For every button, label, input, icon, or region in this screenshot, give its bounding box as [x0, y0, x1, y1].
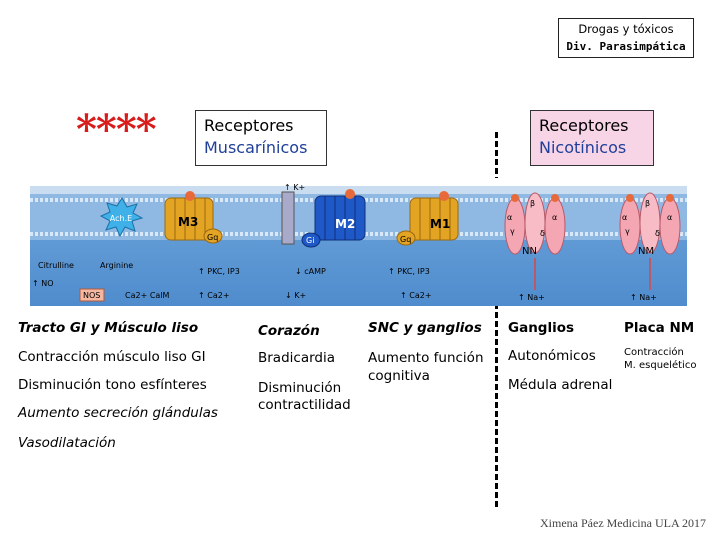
- nm-label: NM: [638, 246, 655, 257]
- membrane-outer: [30, 186, 687, 194]
- col1-item-3: Aumento secreción glándulas: [18, 405, 218, 421]
- ache-label: Ach.E: [109, 214, 133, 223]
- camp-label: ↓ cAMP: [295, 267, 326, 276]
- muscarinic-line2: Muscarínicos: [204, 138, 308, 157]
- gq1-label: Gq: [207, 233, 219, 242]
- header-line2: Div. Parasimpática: [566, 40, 686, 53]
- na1-label: ↑ Na+: [518, 293, 545, 302]
- col1-item-2: Disminución tono esfínteres: [18, 377, 207, 393]
- muscarinic-line1: Receptores: [204, 116, 294, 135]
- nicotinic-line1: Receptores: [539, 116, 629, 135]
- nn-sub-gamma: γ: [510, 227, 515, 236]
- nm-sub-alpha2: α: [667, 213, 673, 222]
- muscarinic-title: [195, 110, 327, 166]
- col3-item-2: cognitiva: [368, 368, 430, 384]
- header-line1: Drogas y tóxicos: [578, 22, 674, 36]
- credit-text: Ximena Páez Medicina ULA 2017: [540, 516, 706, 530]
- col2-item-1: Bradicardia: [258, 350, 336, 366]
- gq2-label: Gq: [400, 235, 412, 244]
- m1-label: M1: [430, 217, 451, 231]
- nos-label: NOS: [83, 291, 101, 300]
- col2-item-3: contractilidad: [258, 397, 351, 413]
- k-out-label: ↓ K+: [285, 291, 307, 300]
- citrulline-label: Citrulline: [38, 261, 74, 270]
- nm-sub-beta: β: [645, 199, 651, 208]
- col1-item-4: Vasodilatación: [18, 435, 116, 451]
- col2-head: Corazón: [258, 323, 320, 339]
- gi-label: Gi: [306, 236, 315, 245]
- col1-head: Tracto GI y Músculo liso: [18, 320, 199, 336]
- k-in-label: ↑ K+: [284, 183, 306, 192]
- cacalm-label: Ca2+ CalM: [125, 291, 170, 300]
- pkc1-label: ↑ PKC, IP3: [198, 267, 240, 276]
- nn-sub-alpha2: α: [552, 213, 558, 222]
- nm-sub-delta: δ: [655, 229, 660, 238]
- col3-item-1: Aumento función: [368, 350, 484, 366]
- pkc2-label: ↑ PKC, IP3: [388, 267, 430, 276]
- col2-item-2: Disminución: [258, 380, 342, 396]
- nn-sub-beta: β: [530, 199, 536, 208]
- col3-head: SNC y ganglios: [368, 320, 482, 336]
- receptor-figure: [30, 178, 687, 306]
- col5-item-1: Contracción: [624, 347, 684, 358]
- ca2-label: ↑ Ca2+: [400, 291, 432, 300]
- col1-item-1: Contracción músculo liso GI: [18, 349, 206, 365]
- m3-label: M3: [178, 215, 199, 229]
- nicotinic-title: [530, 110, 654, 166]
- no-label: ↑ NO: [32, 279, 54, 288]
- m2-label: M2: [335, 217, 356, 231]
- col5-head: Placa NM: [624, 320, 695, 336]
- arginine-label: Arginine: [100, 261, 134, 270]
- col5-item-2: M. esquelético: [624, 360, 697, 371]
- stars-marker: ****: [76, 106, 156, 153]
- na2-label: ↑ Na+: [630, 293, 657, 302]
- col4-head: Ganglios: [508, 320, 575, 336]
- col4-item-2: Médula adrenal: [508, 377, 613, 393]
- nm-sub-alpha1: α: [622, 213, 628, 222]
- nn-sub-delta: δ: [540, 229, 545, 238]
- header-box: [558, 18, 694, 58]
- nn-sub-alpha1: α: [507, 213, 513, 222]
- col4-item-1: Autonómicos: [508, 348, 596, 364]
- nicotinic-line2: Nicotínicos: [539, 138, 627, 157]
- nm-sub-gamma: γ: [625, 227, 630, 236]
- nn-label: NN: [522, 246, 537, 257]
- ca1-label: ↑ Ca2+: [198, 291, 230, 300]
